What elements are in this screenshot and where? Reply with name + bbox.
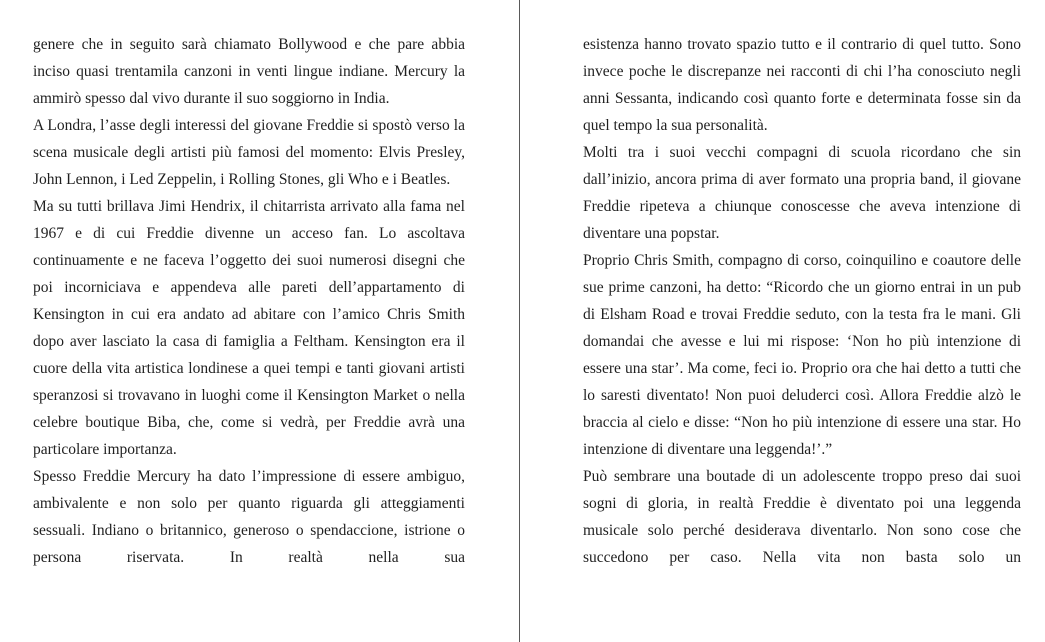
page-left-text (33, 31, 465, 571)
paragraph: genere che in seguito sarà chiamato Bollywood e che pare abbia inciso quasi trentamila canzoni in venti lingue indiane. Mercury la ammirò spesso dal vivo durante il suo soggiorno in India. (33, 36, 465, 107)
paragraph: Spesso Freddie Mercury ha dato l’impressione di essere ambiguo, ambivalente e non solo per quanto riguarda gli atteggiamenti sessuali. Indiano o britannico, generoso o spendaccione, istrione o persona riservata. In realtà nella sua (33, 468, 465, 566)
paragraph: Molti tra i suoi vecchi compagni di scuola ricordano che sin dall’inizio, ancora prima di aver formato una propria band, il giovane Freddie ripeteva a chiunque conoscesse che aveva intenzione di diventare una popstar. (583, 144, 1021, 242)
page-right[interactable] (520, 0, 1045, 642)
paragraph: A Londra, l’asse degli interessi del giovane Freddie si spostò verso la scena musicale degli artisti più famosi del momento: Elvis Presley, John Lennon, i Led Zeppelin, i Rolling Stones, gli Who e i Beatles. (33, 117, 465, 188)
paragraph: Ma su tutti brillava Jimi Hendrix, il chitarrista arrivato alla fama nel 1967 e di cui Freddie divenne un acceso fan. Lo ascoltava continuamente e ne faceva l’oggetto dei suoi numerosi disegni che poi incorniciava e appendeva alle pareti dell’appartamento di Kensington in cui era andato ad abitare con l’amico Chris Smith dopo aver lasciato la casa di famiglia a Feltham. Kensington era il cuore della vita artistica londinese a quei tempi e tanti giovani artisti speranzosi si trovavano in luoghi come il Kensington Market o nella celebre boutique Biba, che, come si vedrà, per Freddie avrà una particolare importanza. (33, 198, 465, 458)
page-right-text (583, 31, 1021, 571)
paragraph: esistenza hanno trovato spazio tutto e il contrario di quel tutto. Sono invece poche le discrepanze nei racconti di chi l’ha conosciuto negli anni Sessanta, indicando così quanto forte e determinata fosse sin da quel tempo la sua personalità. (583, 36, 1021, 134)
paragraph: Proprio Chris Smith, compagno di corso, coinquilino e coautore delle sue prime canzoni, ha detto: “Ricordo che un giorno entrai in un pub di Elsham Road e trovai Freddie seduto, con la testa fra le mani. Gli domandai che avesse e lui mi rispose: ‘Non ho più intenzione di essere una star’. Ma come, feci io. Proprio ora che hai detto a tutti che lo saresti diventato! Non puoi deluderci così. Allora Freddie alzò le braccia al cielo e disse: “Non ho più intenzione di essere una star. Ho intenzione di diventare una leggenda!’.” (583, 252, 1021, 458)
paragraph: Può sembrare una boutade di un adolescente troppo preso dai suoi sogni di gloria, in realtà Freddie è diventato poi una leggenda musicale solo perché desiderava diventarlo. Non sono cose che succedono per caso. Nella vita non basta solo un (583, 468, 1021, 566)
page-left[interactable] (0, 0, 519, 642)
